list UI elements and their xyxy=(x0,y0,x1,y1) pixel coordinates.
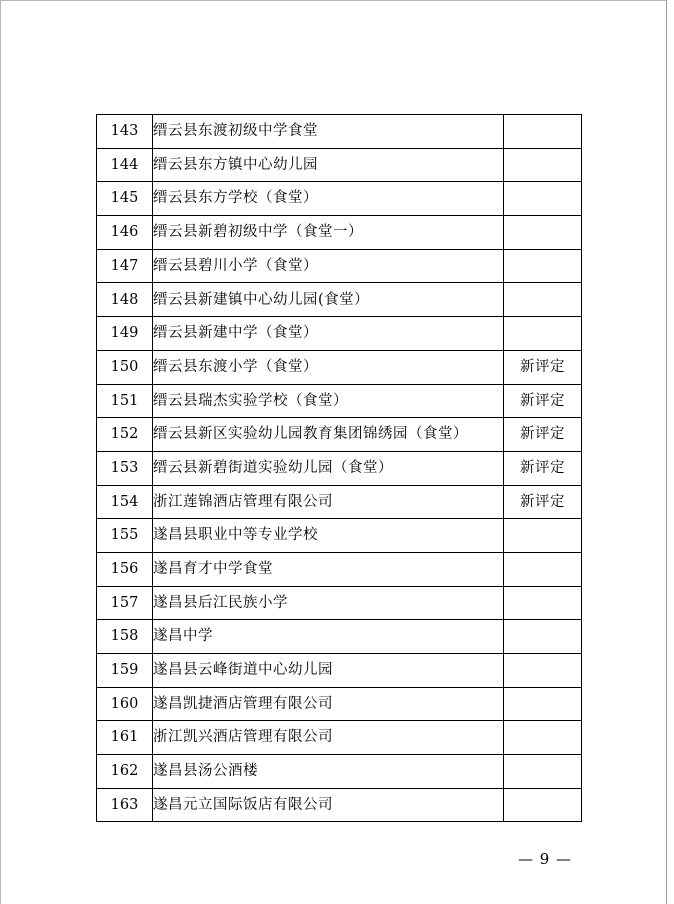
row-number-cell: 163 xyxy=(97,788,153,822)
row-number-cell: 151 xyxy=(97,384,153,418)
note-cell: 新评定 xyxy=(504,485,582,519)
unit-name-cell: 遂昌育才中学食堂 xyxy=(153,552,504,586)
row-number-cell: 147 xyxy=(97,249,153,283)
table-row xyxy=(97,283,582,317)
unit-name-cell: 遂昌县汤公酒楼 xyxy=(153,755,504,789)
unit-name-cell: 遂昌县职业中等专业学校 xyxy=(153,519,504,553)
unit-name-cell: 遂昌县云峰街道中心幼儿园 xyxy=(153,654,504,688)
note-cell xyxy=(504,755,582,789)
roster-table-body xyxy=(97,115,582,822)
unit-name-cell: 遂昌凯捷酒店管理有限公司 xyxy=(153,687,504,721)
row-number-cell: 153 xyxy=(97,451,153,485)
note-cell xyxy=(504,148,582,182)
table-row xyxy=(97,249,582,283)
row-number-cell: 145 xyxy=(97,182,153,216)
roster-table xyxy=(96,114,582,822)
note-cell xyxy=(504,216,582,250)
note-cell xyxy=(504,620,582,654)
unit-name-cell: 缙云县瑞杰实验学校（食堂） xyxy=(153,384,504,418)
table-row xyxy=(97,317,582,351)
row-number-cell: 162 xyxy=(97,755,153,789)
table-row xyxy=(97,182,582,216)
row-number-cell: 155 xyxy=(97,519,153,553)
note-cell: 新评定 xyxy=(504,384,582,418)
row-number-cell: 149 xyxy=(97,317,153,351)
row-number-cell: 144 xyxy=(97,148,153,182)
unit-name-cell: 缙云县东渡小学（食堂） xyxy=(153,350,504,384)
note-cell xyxy=(504,317,582,351)
table-row xyxy=(97,519,582,553)
row-number-cell: 154 xyxy=(97,485,153,519)
table-row xyxy=(97,654,582,688)
note-cell xyxy=(504,586,582,620)
note-cell xyxy=(504,182,582,216)
note-cell xyxy=(504,654,582,688)
note-cell xyxy=(504,552,582,586)
note-cell xyxy=(504,249,582,283)
note-cell xyxy=(504,721,582,755)
table-row xyxy=(97,552,582,586)
row-number-cell: 157 xyxy=(97,586,153,620)
page-left-edge xyxy=(0,0,1,904)
table-row xyxy=(97,451,582,485)
row-number-cell: 161 xyxy=(97,721,153,755)
table-row xyxy=(97,148,582,182)
row-number-cell: 158 xyxy=(97,620,153,654)
row-number-cell: 143 xyxy=(97,115,153,149)
table-row xyxy=(97,350,582,384)
unit-name-cell: 缙云县东方镇中心幼儿园 xyxy=(153,148,504,182)
row-number-cell: 146 xyxy=(97,216,153,250)
row-number-cell: 152 xyxy=(97,418,153,452)
table-row xyxy=(97,586,582,620)
unit-name-cell: 缙云县碧川小学（食堂） xyxy=(153,249,504,283)
unit-name-cell: 遂昌元立国际饭店有限公司 xyxy=(153,788,504,822)
table-row xyxy=(97,418,582,452)
page-number: — 9 — xyxy=(517,850,573,868)
row-number-cell: 150 xyxy=(97,350,153,384)
table-row xyxy=(97,755,582,789)
row-number-cell: 148 xyxy=(97,283,153,317)
row-number-cell: 160 xyxy=(97,687,153,721)
unit-name-cell: 浙江莲锦酒店管理有限公司 xyxy=(153,485,504,519)
row-number-cell: 159 xyxy=(97,654,153,688)
unit-name-cell: 缙云县东渡初级中学食堂 xyxy=(153,115,504,149)
unit-name-cell: 缙云县新建中学（食堂） xyxy=(153,317,504,351)
table-row xyxy=(97,721,582,755)
note-cell xyxy=(504,115,582,149)
unit-name-cell: 浙江凯兴酒店管理有限公司 xyxy=(153,721,504,755)
table-row xyxy=(97,620,582,654)
unit-name-cell: 缙云县新碧街道实验幼儿园（食堂） xyxy=(153,451,504,485)
unit-name-cell: 缙云县东方学校（食堂） xyxy=(153,182,504,216)
table-row xyxy=(97,687,582,721)
note-cell xyxy=(504,687,582,721)
table-row xyxy=(97,216,582,250)
page-top-edge xyxy=(0,0,674,1)
table-row xyxy=(97,384,582,418)
table-row xyxy=(97,788,582,822)
note-cell: 新评定 xyxy=(504,350,582,384)
table-row xyxy=(97,115,582,149)
row-number-cell: 156 xyxy=(97,552,153,586)
unit-name-cell: 缙云县新建镇中心幼儿园(食堂） xyxy=(153,283,504,317)
note-cell xyxy=(504,283,582,317)
note-cell xyxy=(504,788,582,822)
note-cell: 新评定 xyxy=(504,418,582,452)
unit-name-cell: 遂昌中学 xyxy=(153,620,504,654)
note-cell xyxy=(504,519,582,553)
unit-name-cell: 缙云县新碧初级中学（食堂一） xyxy=(153,216,504,250)
unit-name-cell: 缙云县新区实验幼儿园教育集团锦绣园（食堂） xyxy=(153,418,504,452)
table-row xyxy=(97,485,582,519)
page-right-edge xyxy=(666,0,674,904)
note-cell: 新评定 xyxy=(504,451,582,485)
unit-name-cell: 遂昌县后江民族小学 xyxy=(153,586,504,620)
